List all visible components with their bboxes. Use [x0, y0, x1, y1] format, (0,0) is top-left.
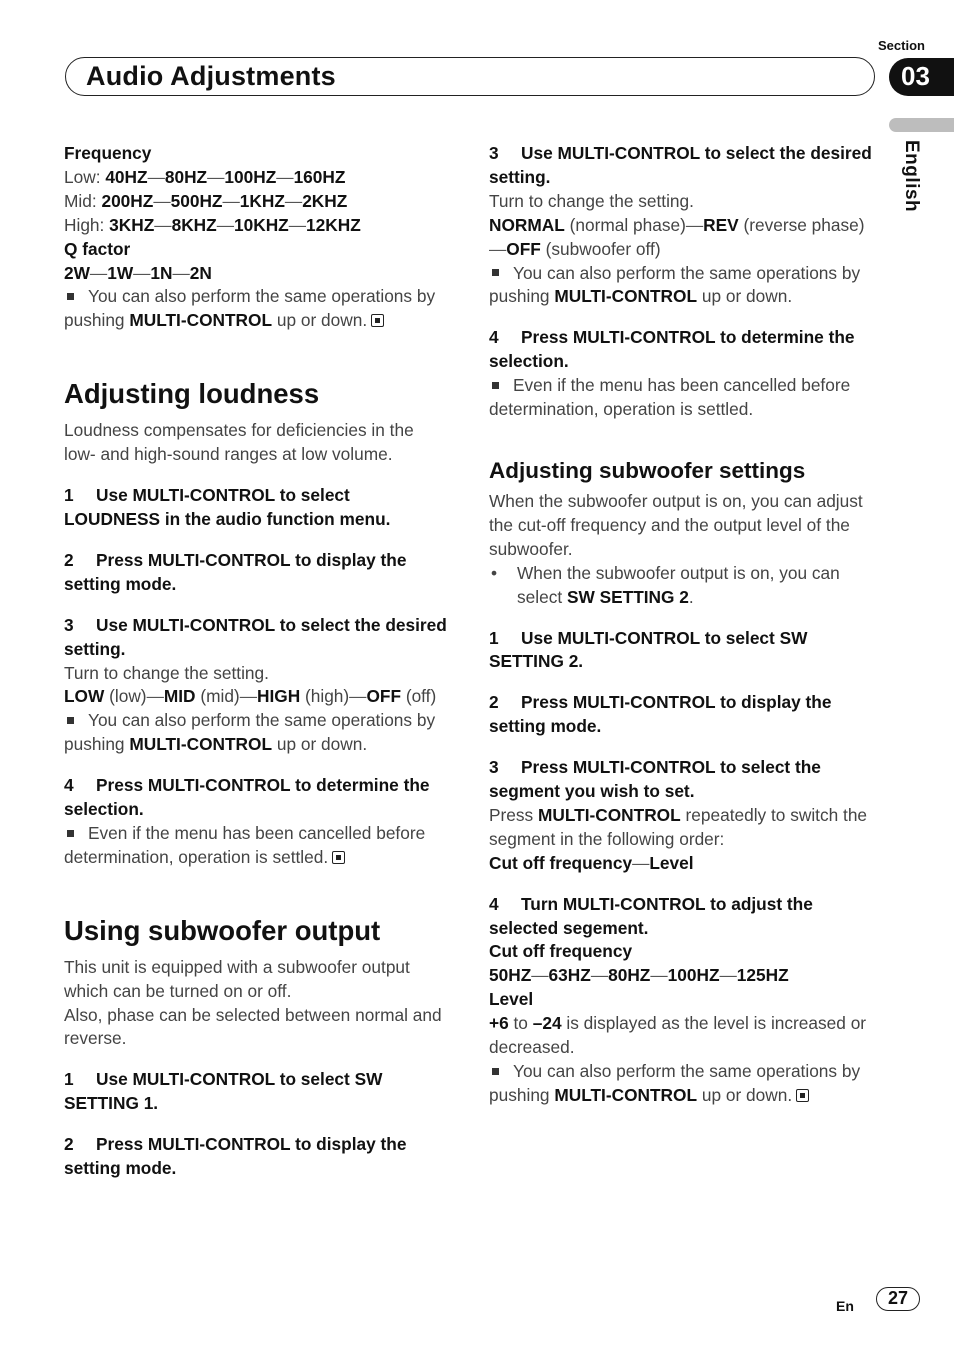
option-value: 2W	[64, 262, 90, 283]
frequency-label: Frequency	[64, 143, 152, 163]
subwoofer-step-2: 2 Press MULTI-CONTROL to display the setting mode.	[64, 1134, 407, 1179]
low-frequency-line: Low: 40HZ—80HZ—100HZ—160HZ	[64, 166, 346, 187]
option-value: 1KHZ	[239, 190, 285, 211]
note-square-icon	[492, 269, 499, 276]
loudness-intro: Loudness compensates for deficiencies in the low- and high-sound ranges at low volume.	[64, 420, 414, 465]
option-value: 40HZ	[105, 166, 148, 187]
settings-press-text: Press MULTI-CONTROL repeatedly to switch the segment in the following order:	[489, 804, 868, 849]
settings-step-2: 2 Press MULTI-CONTROL to display the setting mode.	[489, 692, 832, 737]
note-square-icon	[67, 830, 74, 837]
note-square-icon	[492, 382, 499, 389]
cutoff-frequency-values: 50HZ—63HZ—80HZ—100HZ—125HZ	[489, 965, 789, 986]
note-menu-cancelled: Even if the menu has been cancelled before determination, operation is settled.	[64, 822, 426, 867]
loudness-turn-text: Turn to change the setting.	[64, 662, 269, 683]
note-menu-cancelled: Even if the menu has been cancelled before determination, operation is settled.	[489, 375, 851, 420]
left-column	[64, 142, 449, 1181]
footer-language-code: En	[836, 1298, 854, 1314]
language-label: English	[901, 140, 922, 213]
option-value: 80HZ	[164, 166, 208, 187]
level-label: Level	[489, 989, 534, 1010]
option-value: 12KHZ	[306, 214, 361, 235]
option-value: 500HZ	[170, 190, 223, 211]
high-frequency-line: High: 3KHZ—8KHZ—10KHZ—12KHZ	[64, 214, 361, 235]
cutoff-frequency-label: Cut off frequency	[489, 941, 633, 962]
end-mark-icon	[796, 1089, 809, 1102]
bullet-dot-icon: •	[491, 562, 498, 583]
option-value: 2KHZ	[302, 190, 348, 211]
subwoofer-settings-bullet: • When the subwoofer output is on, you can select SW SETTING 2.	[489, 562, 874, 610]
option-value: 100HZ	[224, 166, 277, 187]
page-number: 27	[876, 1287, 920, 1311]
end-mark-icon	[332, 851, 345, 864]
note-same-operations: You can also perform the same operations by pushing MULTI-CONTROL up or down.	[489, 1061, 861, 1105]
option-value: 80HZ	[608, 965, 651, 986]
option-value: 200HZ	[101, 190, 154, 211]
subwoofer-intro-2: Also, phase can be selected between normal and reverse.	[64, 1004, 442, 1049]
note-square-icon	[67, 293, 74, 300]
chapter-header	[65, 57, 875, 96]
option-value: 125HZ	[736, 965, 789, 986]
chapter-title: Audio Adjustments	[86, 61, 336, 91]
language-tab-marker	[889, 118, 954, 132]
subwoofer-settings-intro: When the subwoofer output is on, you can adjust the cut-off frequency and the output level of the subwoofer.	[489, 490, 863, 559]
note-square-icon	[492, 1068, 499, 1075]
heading-adjusting-subwoofer-settings: Adjusting subwoofer settings	[489, 457, 806, 483]
option-value: 160HZ	[293, 166, 346, 187]
option-value: 50HZ	[489, 965, 532, 986]
phase-turn-text: Turn to change the setting.	[489, 190, 694, 211]
low-values: 40HZ—80HZ—100HZ—160HZ	[105, 166, 346, 187]
note-same-operations: You can also perform the same operations by pushing MULTI-CONTROL up or down.	[64, 286, 436, 331]
loudness-step-4: 4 Press MULTI-CONTROL to determine the selection.	[64, 775, 430, 820]
settings-step-3: 3 Press MULTI-CONTROL to select the segment you wish to set.	[489, 757, 821, 802]
subwoofer-step-1: 1 Use MULTI-CONTROL to select SW SETTING 1.	[64, 1069, 383, 1114]
q-factor-label: Q factor	[64, 238, 131, 259]
settings-step-4: 4 Turn MULTI-CONTROL to adjust the selected segement.	[489, 893, 813, 938]
option-value: 10KHZ	[234, 214, 289, 235]
option-value: 1W	[107, 262, 134, 283]
segment-order: Cut off frequency—Level	[489, 852, 694, 873]
option-value: 100HZ	[667, 965, 720, 986]
option-value: 63HZ	[548, 965, 591, 986]
end-mark-icon	[371, 314, 384, 327]
phase-step-3: 3 Use MULTI-CONTROL to select the desired setting.	[489, 143, 872, 187]
settings-step-1: 1 Use MULTI-CONTROL to select SW SETTING 2.	[489, 627, 808, 672]
option-value: 1N	[150, 262, 173, 283]
option-value: 2N	[189, 262, 212, 283]
section-label: Section	[878, 38, 925, 53]
section-number-badge: 03	[889, 58, 954, 96]
mid-frequency-line: Mid: 200HZ—500HZ—1KHZ—2KHZ	[64, 190, 348, 211]
heading-using-subwoofer-output: Using subwoofer output	[64, 914, 381, 946]
option-value: 3KHZ	[109, 214, 155, 235]
option-value: 8KHZ	[171, 214, 217, 235]
high-values: 3KHZ—8KHZ—10KHZ—12KHZ	[109, 214, 361, 235]
note-same-operations: You can also perform the same operations by pushing MULTI-CONTROL up or down.	[64, 710, 436, 755]
loudness-step-3: 3 Use MULTI-CONTROL to select the desired setting.	[64, 614, 447, 659]
note-same-operations: You can also perform the same operations by pushing MULTI-CONTROL up or down.	[489, 262, 861, 307]
right-column	[489, 142, 874, 1108]
mid-values: 200HZ—500HZ—1KHZ—2KHZ	[101, 190, 348, 211]
loudness-options: LOW (low)—MID (mid)—HIGH (high)—OFF (off)	[64, 686, 437, 707]
subwoofer-intro-1: This unit is equipped with a subwoofer output which can be turned on or off.	[64, 956, 410, 1001]
note-square-icon	[67, 717, 74, 724]
loudness-step-1: 1 Use MULTI-CONTROL to select LOUDNESS in the audio function menu.	[64, 485, 391, 529]
heading-adjusting-loudness: Adjusting loudness	[64, 378, 320, 410]
q-factor-values: 2W—1W—1N—2N	[64, 262, 212, 283]
phase-options: NORMAL (normal phase)—REV (reverse phase)—OFF (subwoofer off)	[489, 214, 865, 259]
level-range-text: +6 to –24 is displayed as the level is increased or decreased.	[489, 1013, 867, 1058]
phase-step-4: 4 Press MULTI-CONTROL to determine the selection.	[489, 327, 855, 372]
loudness-step-2: 2 Press MULTI-CONTROL to display the setting mode.	[64, 549, 407, 594]
